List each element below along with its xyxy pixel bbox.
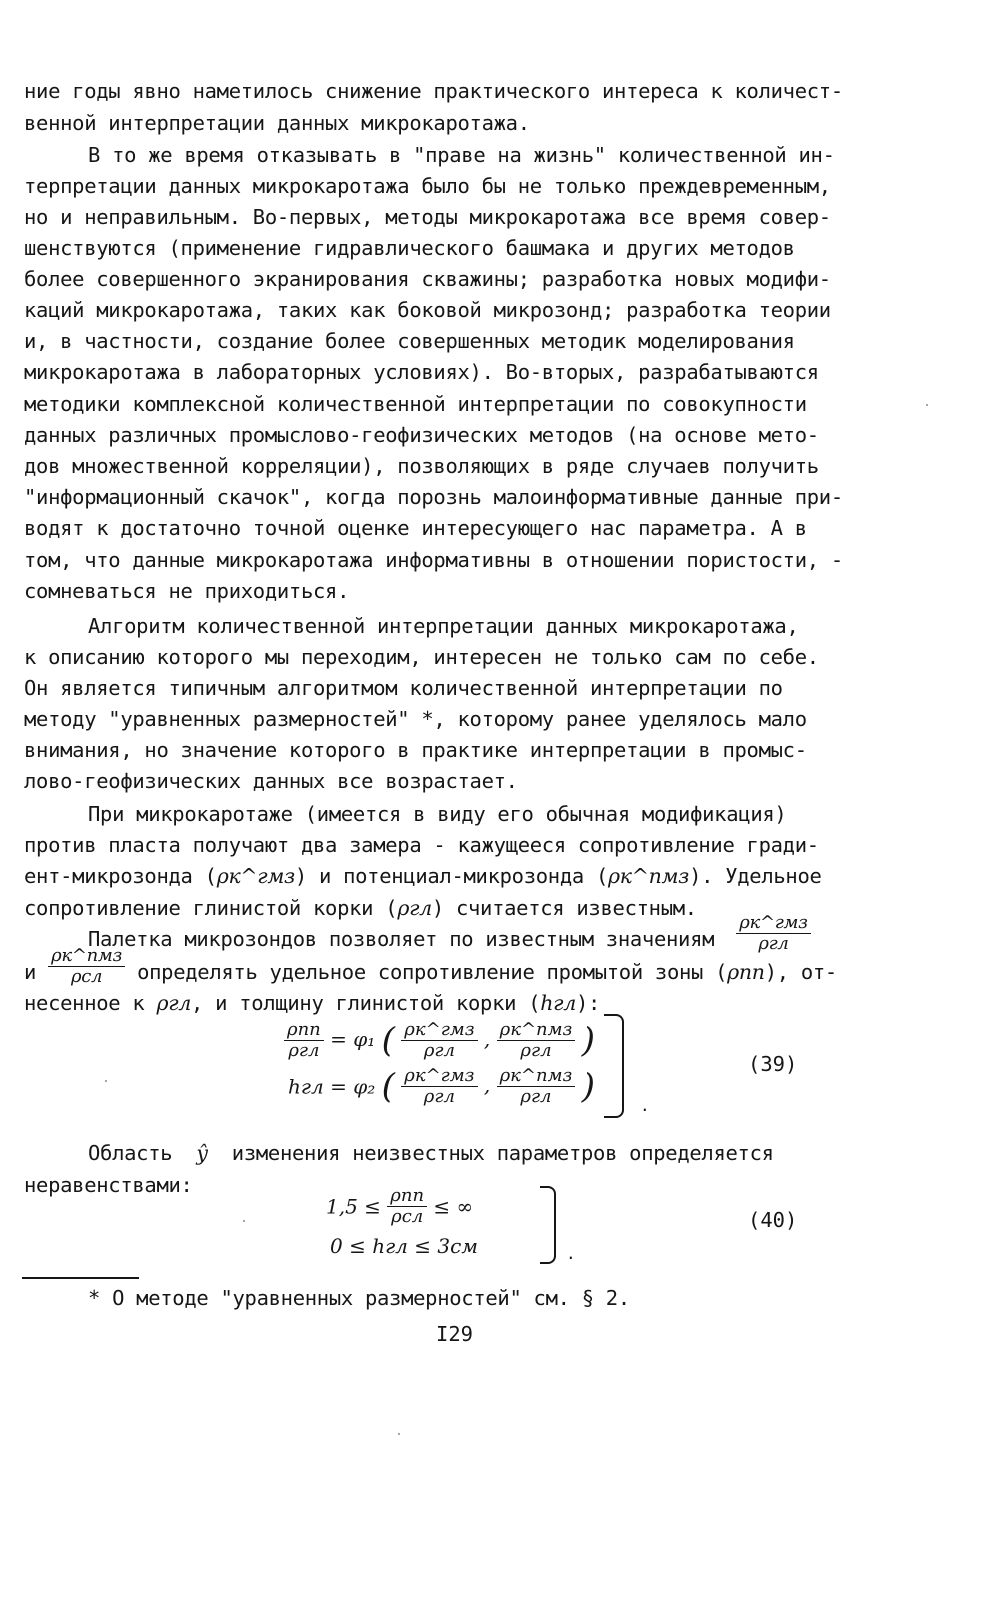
footnote-rule (22, 1277, 139, 1279)
text-line: При микрокаротаже (имеется в виду его обычная модификация) (88, 802, 787, 826)
text-line: ние годы явно наметилось снижение практического интереса к количест- (24, 79, 843, 103)
equals-sign: = (330, 1027, 347, 1051)
text-line: венной интерпретации данных микрокаротажа. (24, 111, 530, 135)
text-fragment: , и толщину глинистой корки ( (191, 991, 541, 1015)
fraction-rho-pp-over-rho-sl: $\frac{\text{ρпп}}{\text{ρсл}}$ (387, 1186, 427, 1227)
text-fragment: определять удельное сопротивление промытой зоны ( (137, 960, 728, 984)
scan-speck (105, 1080, 107, 1082)
equation-39-row1 (284, 1020, 595, 1061)
equation-40-row1 (326, 1186, 473, 1227)
paren-close: ) (581, 1066, 595, 1107)
footnote: * О методе "уравненных размерностей" см. § 2. (88, 1286, 630, 1310)
equation-number-40: (40) (748, 1208, 798, 1232)
text-line: но и неправильным. Во-первых, методы микрокаротажа все время совер- (24, 205, 831, 229)
rho-pp-symbol: ρпп (727, 960, 765, 984)
fraction-rho-k-gmz-over-rho-gl: $\frac{\text{ρк\textasciicircum{}гмз}}{\text{ρгл}}$ (736, 913, 810, 954)
text-fragment: Палетка микрозондов позволяет по известным значениям (88, 927, 715, 951)
equation-period: . (566, 1244, 576, 1263)
text-fragment: изменения неизвестных параметров определяется (231, 1141, 774, 1165)
text-fragment: ент-микрозонда ( (24, 864, 217, 888)
text-line-with-symbols (24, 861, 954, 891)
scan-speck (398, 1433, 400, 1435)
text-line: Он является типичным алгоритмом количественной интерпретации по (24, 676, 783, 700)
text-fragment: ): (576, 991, 601, 1015)
fraction-rho-pp-over-rho-gl: $\frac{\text{ρпп}}{\text{ρгл}}$ (284, 1020, 324, 1061)
right-brace-40 (540, 1186, 556, 1264)
equation-number-39: (39) (748, 1052, 798, 1076)
text-line: внимания, но значение которого в практике интерпретации в промыс- (24, 738, 807, 762)
text-line: шенствуются (применение гидравлического башмака и других методов (24, 236, 795, 260)
function-phi1: φ₁ (353, 1027, 376, 1051)
inequality-left: 1,5 ≤ (326, 1194, 381, 1219)
fraction-arg1: $\frac{\text{ρк\textasciicircum{}гмз}}{\text{ρгл}}$ (401, 1066, 477, 1107)
paren-close: ) (581, 1020, 595, 1061)
rho-k-pmz-symbol: ρк^пмз (608, 864, 690, 888)
text-line-with-symbols (24, 893, 954, 923)
paren-open: ( (381, 1066, 395, 1107)
scan-speck (243, 1220, 245, 1222)
text-line: лово-геофизических данных все возрастает. (24, 769, 518, 793)
text-fragment: несенное к (24, 991, 145, 1015)
page-number: I29 (436, 1322, 474, 1346)
equation-40-row2: 0 ≤ hгл ≤ 3см (330, 1234, 478, 1258)
text-line-with-fraction (24, 944, 954, 987)
text-fragment: ). Удельное (689, 864, 822, 888)
text-fragment: и (24, 960, 37, 984)
text-line: методики комплексной количественной интерпретации по совокупности (24, 392, 807, 416)
function-phi2: φ₂ (353, 1074, 376, 1099)
inequality-right: ≤ ∞ (433, 1194, 474, 1219)
equals-sign: = (330, 1074, 347, 1099)
text-line-with-fraction (88, 911, 1004, 954)
text-line: сомневаться не приходиться. (24, 579, 350, 603)
text-line: Алгоритм количественной интерпретации данных микрокаротажа, (88, 614, 799, 638)
text-line: неравенствами: (24, 1173, 193, 1197)
text-line: против пласта получают два замера - кажущееся сопротивление гради- (24, 833, 819, 857)
text-line: методу "уравненных размерностей" *, которому ранее уделялось мало (24, 707, 807, 731)
fraction-arg2: $\frac{\text{ρк\textasciicircum{}пмз}}{\text{ρгл}}$ (497, 1066, 576, 1107)
text-fragment: Область (88, 1141, 173, 1165)
equation-period: . (640, 1096, 650, 1115)
paren-open: ( (381, 1020, 395, 1061)
text-line: к описанию которого мы переходим, интересен не только сам по себе. (24, 645, 819, 669)
text-line-with-symbols (24, 988, 954, 1018)
scan-speck (926, 404, 928, 406)
rho-gl-symbol: ρгл (397, 896, 432, 920)
text-line-with-symbols (88, 1138, 1004, 1168)
rho-gl-symbol: ρгл (156, 991, 192, 1015)
comma: , (483, 1073, 491, 1097)
text-line: и, в частности, создание более совершенных методик моделирования (24, 329, 795, 353)
text-line: том, что данные микрокаротажа информативны в отношении пористости, - (24, 548, 843, 572)
text-fragment: сопротивление глинистой корки ( (24, 896, 398, 920)
text-fragment: ) считается известным. (431, 896, 697, 920)
text-line: дов множественной корреляции), позволяющих в ряде случаев получить (24, 454, 819, 478)
h-gl-symbol: hгл (540, 991, 576, 1015)
comma: , (483, 1027, 491, 1051)
rho-k-gmz-symbol: ρк^гмз (216, 864, 295, 888)
text-line: более совершенного экранирования скважины; разработка новых модифи- (24, 267, 831, 291)
right-brace-39 (604, 1014, 624, 1118)
fraction-arg1: $\frac{\text{ρк\textasciicircum{}гмз}}{\text{ρгл}}$ (401, 1020, 477, 1061)
h-gl-symbol: hгл (288, 1074, 324, 1099)
y-hat-symbol: ŷ (196, 1141, 208, 1165)
text-fragment: ) и потенциал-микрозонда ( (294, 864, 608, 888)
fraction-arg2: $\frac{\text{ρк\textasciicircum{}пмз}}{\text{ρгл}}$ (497, 1020, 576, 1061)
text-line: микрокаротажа в лабораторных условиях). Во-вторых, разрабатываются (24, 360, 819, 384)
text-fragment: ), от- (764, 960, 837, 984)
fraction-rho-k-pmz-over-rho-sl: $\frac{\text{ρк\textasciicircum{}пмз}}{\text{ρсл}}$ (48, 946, 125, 987)
equation-39-row2 (288, 1066, 595, 1107)
text-line: данных различных промыслово-геофизических методов (на основе мето- (24, 423, 819, 447)
text-line: каций микрокаротажа, таких как боковой микрозонд; разработка теории (24, 298, 831, 322)
text-line: В то же время отказывать в "праве на жизнь" количественной ин- (88, 143, 835, 167)
text-line: терпретации данных микрокаротажа было бы не только преждевременным, (24, 174, 831, 198)
text-line: водят к достаточно точной оценке интересующего нас параметра. А в (24, 516, 807, 540)
text-line: "информационный скачок", когда порознь малоинформативные данные при- (24, 485, 843, 509)
